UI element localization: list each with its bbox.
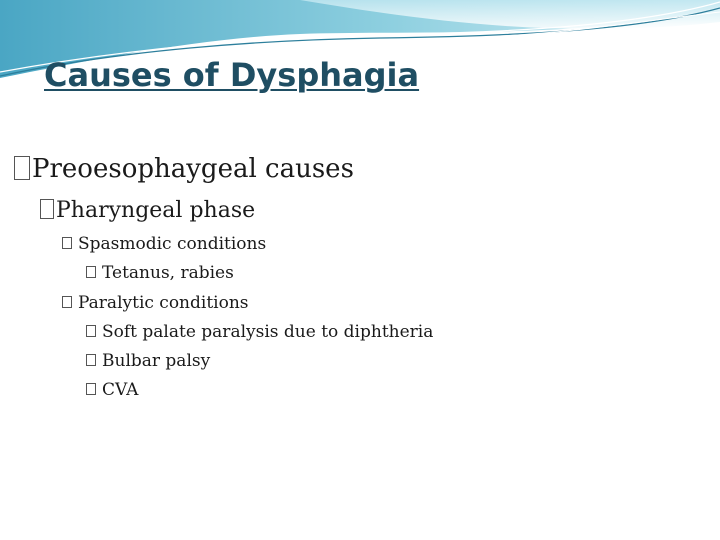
bullet-text: CVA [102,380,139,400]
bullet-text: Spasmodic conditions [78,234,267,254]
bullet-tetanus [86,263,234,283]
bullet-paralytic [62,293,249,313]
bullet-icon [62,237,72,249]
slide-title: Causes of Dysphagia [44,56,420,94]
bullet-soft-palate [86,322,433,342]
bullet-text: Soft palate paralysis due to diphtheria [102,322,434,342]
bullet-pharyngeal-phase [40,197,255,223]
bullet-text: Bulbar palsy [102,351,211,371]
bullet-icon [86,266,96,278]
bullet-preoesophageal [14,153,354,184]
bullet-text: Tetanus, rabies [102,263,234,283]
bullet-text: Paralytic conditions [78,293,249,313]
bullet-icon [40,199,54,219]
bullet-icon [86,354,96,366]
bullet-text: Pharyngeal phase [56,198,256,223]
bullet-cva [86,380,138,400]
bullet-icon [86,325,96,337]
bullet-bulbar-palsy [86,351,210,371]
bullet-icon [14,156,30,180]
bullet-icon [62,296,72,308]
bullet-icon [86,383,96,395]
bullet-spasmodic [62,234,266,254]
bullet-text: Preoesophaygeal causes [32,154,354,184]
